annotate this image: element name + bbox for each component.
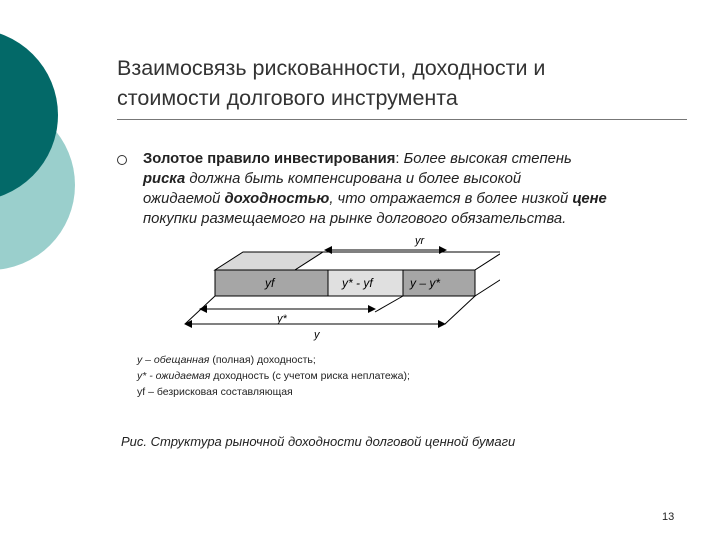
- title-line-1: Взаимосвязь рискованности, доходности и: [117, 56, 546, 80]
- ystar-label: y*: [277, 313, 287, 325]
- bullet-text: [143, 149, 703, 229]
- legend-symbol: y: [137, 354, 143, 366]
- legend-line-3: yf – безрисковая составляющая: [137, 386, 293, 398]
- bullet-line-4: [143, 209, 703, 229]
- bullet-line-3: [143, 189, 703, 209]
- legend-symbol: y*: [137, 370, 147, 382]
- bar-top-face-right: [295, 252, 500, 270]
- page-number: 13: [662, 511, 675, 523]
- y-minus-ystar-box-label: y – y*: [410, 276, 441, 290]
- colon: :: [395, 151, 404, 167]
- yield-structure-diagram: [170, 230, 500, 345]
- legend-term: – обещанная: [142, 354, 210, 366]
- price-word: цене: [572, 191, 607, 207]
- y-label: y: [314, 329, 320, 341]
- title-line-2: стоимости долгового инструмента: [117, 86, 458, 110]
- figure-caption: Рис. Структура рыночной доходности долговой ценной бумаги: [121, 434, 516, 449]
- bullet-line-2: [143, 169, 703, 189]
- perspective-line-left: [185, 296, 215, 324]
- yr-label: yr: [415, 235, 425, 247]
- legend-desc: (полная) доходность;: [209, 354, 316, 366]
- text-segment: должна быть компенсирована и более высокой: [185, 171, 522, 187]
- title-divider: [117, 119, 687, 120]
- legend-line-2: [137, 368, 410, 384]
- slide-title: [117, 53, 687, 113]
- yield-word: доходностью: [224, 191, 330, 207]
- diagram-legend: [137, 352, 410, 400]
- perspective-line-right: [445, 296, 475, 324]
- ystar-minus-yf-box-label: y* - yf: [342, 276, 373, 290]
- golden-rule-label: Золотое правило инвестирования: [143, 151, 396, 167]
- text-segment: , что отражается в более низкой: [329, 191, 573, 207]
- risk-word: риска: [143, 171, 186, 187]
- text-segment: Более высокая степень: [403, 151, 572, 167]
- text-segment: ожидаемой: [143, 191, 225, 207]
- bullet-line-1: [143, 149, 703, 169]
- legend-desc: доходность (с учетом риска неплатежа);: [210, 370, 410, 382]
- legend-term: - ожидаемая: [146, 370, 211, 382]
- decorative-circles: [0, 0, 80, 290]
- legend-line-1: [137, 352, 410, 368]
- bullet-circle-icon: [117, 155, 127, 165]
- text-segment: покупки размещаемого на рынке долгового обязательства.: [143, 211, 567, 227]
- perspective-line-mid: [375, 296, 403, 312]
- yf-box-label: yf: [265, 276, 275, 290]
